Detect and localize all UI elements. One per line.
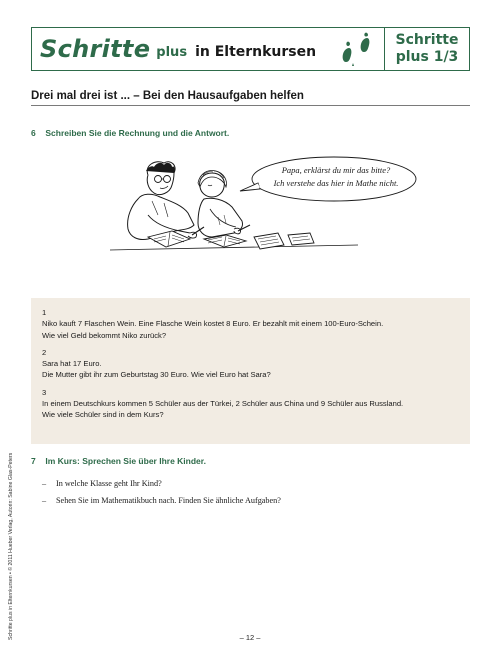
- list-dash: –: [42, 479, 47, 488]
- brand-name: Schritte: [40, 35, 151, 63]
- exercise-6-task-box: [31, 298, 470, 444]
- exercise-7-item-1: In welche Klasse geht Ihr Kind?: [56, 479, 162, 488]
- footprints-icon: [338, 32, 378, 66]
- page-number: – 12 –: [239, 633, 261, 642]
- speech-bubble-line1: Papa, erklärst du mir das bitte?: [281, 165, 391, 175]
- list-item: [42, 492, 281, 509]
- page-title: Drei mal drei ist ... – Bei den Hausaufgaben helfen: [31, 90, 470, 106]
- task-1-number: 1: [42, 308, 47, 317]
- brand-plus: plus: [156, 44, 188, 60]
- level-badge: [384, 28, 469, 70]
- page-header: [31, 27, 470, 71]
- task-1-line-1: Niko kauft 7 Flaschen Wein. Eine Flasche Wein kostet 8 Euro. Er bezahlt mit einem 100-Euro-Schein.: [42, 319, 384, 329]
- father-child-homework-illustration: [108, 155, 418, 285]
- exercise-6-number: 6: [31, 128, 36, 138]
- task-2: [42, 347, 459, 381]
- task-3: [42, 387, 459, 421]
- exercise-7-list: [42, 475, 281, 509]
- brand-subtitle: in Elternkursen: [195, 43, 317, 60]
- exercise-6-heading: [31, 128, 229, 138]
- task-2-number: 2: [42, 347, 47, 357]
- level-badge-line1: Schritte: [395, 32, 459, 48]
- task-3-number: 3: [42, 387, 47, 397]
- level-badge-line2: plus 1/3: [395, 49, 459, 65]
- task-3-line-1: In einem Deutschkurs kommen 5 Schüler aus der Türkei, 2 Schüler aus China und 9 Schüler aus Russland.: [42, 399, 404, 409]
- exercise-6-instruction: Schreiben Sie die Rechnung und die Antwort.: [45, 128, 230, 138]
- task-2-line-2: Die Mutter gibt ihr zum Geburtstag 30 Euro. Wie viel Euro hat Sara?: [42, 370, 271, 380]
- copyright-credit: Schritte plus in Elternkursen • © 2011 Hueber Verlag, Autorin: Sabine Glas-Peters: [8, 452, 14, 640]
- speech-bubble-line2: Ich verstehe das hier in Mathe nicht.: [273, 178, 399, 188]
- exercise-7-heading: [31, 456, 206, 466]
- task-1: [42, 307, 459, 341]
- list-dash: –: [42, 496, 47, 505]
- task-2-line-1: Sara hat 17 Euro.: [42, 359, 102, 369]
- header-brand-area: [32, 28, 384, 70]
- task-3-line-2: Wie viele Schüler sind in dem Kurs?: [42, 410, 164, 420]
- list-item: [42, 475, 281, 492]
- exercise-7-item-2: Sehen Sie im Mathematikbuch nach. Finden Sie ähnliche Aufgaben?: [56, 496, 281, 505]
- exercise-7-instruction: Im Kurs: Sprechen Sie über Ihre Kinder.: [45, 456, 206, 466]
- exercise-7-number: 7: [31, 456, 36, 466]
- task-1-line-2: Wie viel Geld bekommt Niko zurück?: [42, 330, 167, 340]
